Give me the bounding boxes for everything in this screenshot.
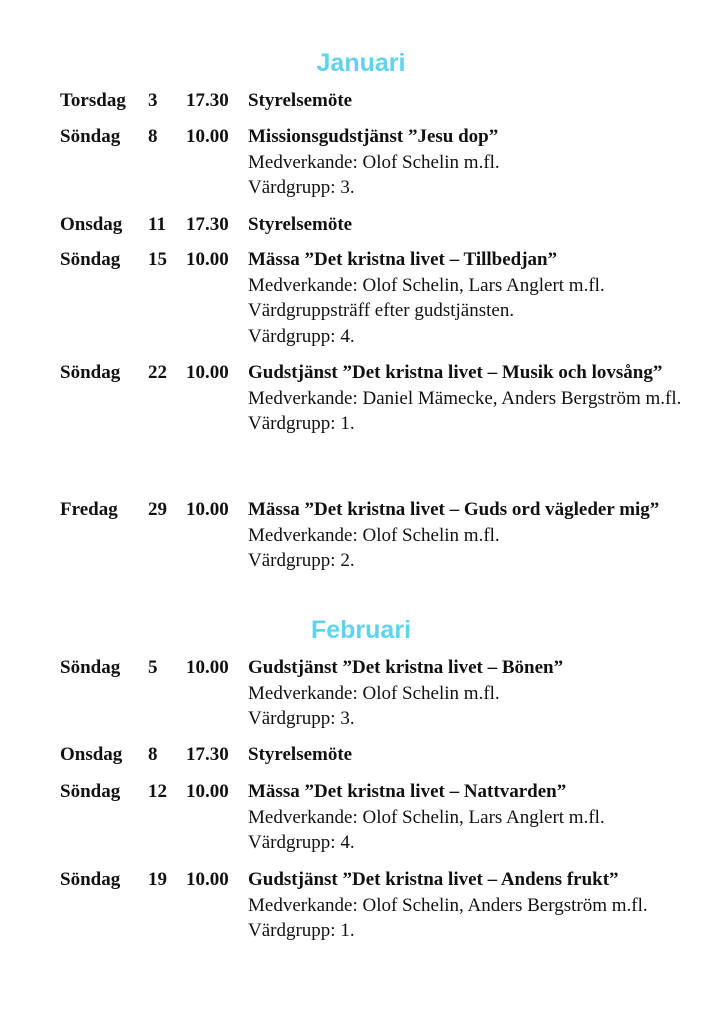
month-heading-januari: Januari [316, 49, 406, 77]
event-participants: Medverkande: Olof Schelin m.fl. [248, 524, 500, 546]
event-title: Gudstjänst ”Det kristna livet – Musik och lovsång” [248, 362, 663, 383]
event-date: 8 [148, 126, 158, 147]
event-time: 10.00 [186, 126, 229, 147]
event-host-group: Värdgrupp: 2. [248, 550, 355, 571]
event-day: Söndag [60, 362, 121, 383]
event-day: Söndag [60, 657, 121, 678]
event-time: 10.00 [186, 249, 229, 270]
event-day: Onsdag [60, 744, 123, 765]
event-participants: Medverkande: Olof Schelin, Lars Anglert m.fl. [248, 274, 605, 296]
event-time: 10.00 [186, 869, 229, 890]
event-participants: Medverkande: Olof Schelin m.fl. [248, 151, 500, 173]
event-time: 17.30 [186, 744, 229, 765]
event-day: Söndag [60, 869, 121, 890]
event-title: Mässa ”Det kristna livet – Nattvarden” [248, 781, 567, 802]
event-participants: Medverkande: Olof Schelin, Anders Bergström m.fl. [248, 894, 648, 916]
event-date: 12 [148, 781, 167, 802]
event-body [248, 360, 688, 437]
event-host-group: Värdgrupp: 4. [248, 325, 355, 347]
event-day: Fredag [60, 499, 118, 520]
event-time: 17.30 [186, 214, 229, 235]
event-host-group: Värdgrupp: 3. [248, 177, 355, 198]
event-date: 29 [148, 499, 167, 520]
event-body [248, 124, 688, 201]
event-participants: Medverkande: Olof Schelin, Lars Anglert m.fl. [248, 806, 605, 828]
event-host-group: Värdgrupp: 1. [248, 413, 355, 434]
event-date: 5 [148, 657, 158, 678]
event-day: Söndag [60, 126, 121, 147]
event-host-group: Värdgrupp: 3. [248, 708, 355, 729]
event-date: 22 [148, 362, 167, 383]
event-title: Styrelsemöte [248, 214, 353, 235]
event-title: Mässa ”Det kristna livet – Guds ord vägleder mig” [248, 499, 660, 520]
event-date: 15 [148, 249, 167, 270]
event-time: 17.30 [186, 90, 229, 111]
event-date: 3 [148, 90, 158, 111]
event-title: Missionsgudstjänst ”Jesu dop” [248, 126, 499, 147]
event-note: Värdgruppsträff efter gudstjänsten. [248, 300, 515, 321]
event-day: Söndag [60, 781, 121, 802]
event-day: Torsdag [60, 90, 126, 111]
event-body [248, 212, 688, 238]
event-time: 10.00 [186, 499, 229, 520]
event-time: 10.00 [186, 362, 229, 383]
event-body [248, 779, 688, 856]
event-participants: Medverkande: Daniel Mämecke, Anders Bergström m.fl. [248, 387, 682, 409]
event-day: Onsdag [60, 214, 123, 235]
event-body [248, 655, 688, 732]
event-body [248, 867, 688, 944]
event-day: Söndag [60, 249, 121, 270]
event-title: Styrelsemöte [248, 744, 353, 765]
event-title: Mässa ”Det kristna livet – Tillbedjan” [248, 249, 558, 270]
event-date: 8 [148, 744, 158, 765]
event-host-group: Värdgrupp: 1. [248, 920, 355, 941]
event-date: 19 [148, 869, 167, 890]
event-participants: Medverkande: Olof Schelin m.fl. [248, 682, 500, 704]
event-title: Gudstjänst ”Det kristna livet – Andens frukt” [248, 869, 619, 890]
event-title: Gudstjänst ”Det kristna livet – Bönen” [248, 657, 564, 678]
month-heading-februari: Februari [310, 616, 412, 644]
event-body [248, 742, 688, 768]
event-time: 10.00 [186, 781, 229, 802]
event-body [248, 247, 688, 349]
event-time: 10.00 [186, 657, 229, 678]
event-title: Styrelsemöte [248, 90, 353, 111]
event-host-group: Värdgrupp: 4. [248, 832, 355, 853]
event-date: 11 [148, 214, 166, 235]
event-body [248, 88, 688, 114]
event-body [248, 497, 688, 574]
